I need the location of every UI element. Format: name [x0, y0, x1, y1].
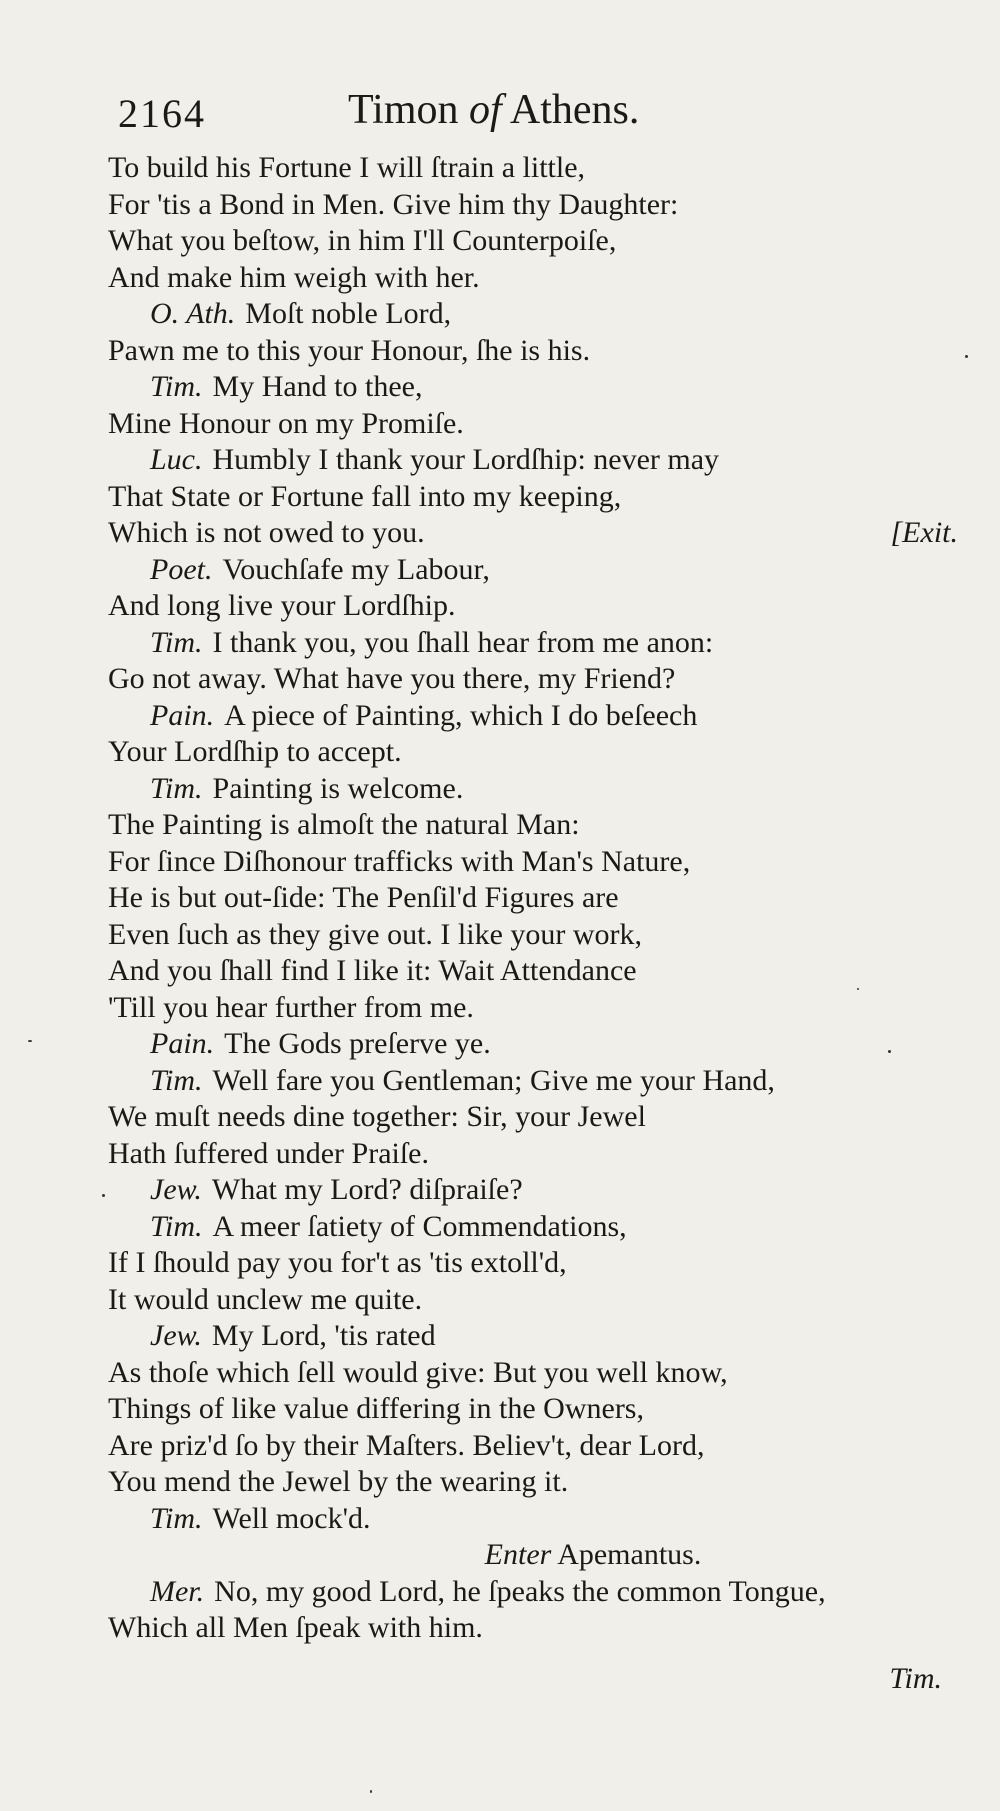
line-text: Hath ſuffered under Praiſe.: [108, 1136, 429, 1170]
line-text: Vouchſafe my Labour,: [222, 552, 490, 586]
speaker-label: Pain.: [150, 1027, 215, 1060]
text-line: [108, 1063, 958, 1100]
text-line: [108, 990, 958, 1027]
text-line: [108, 698, 958, 735]
catchword: Tim.: [889, 1662, 942, 1695]
text-line: [108, 369, 958, 406]
line-text: Moſt noble Lord,: [245, 297, 452, 330]
line-text: And long live your Lordſhip.: [108, 589, 456, 622]
speaker-label: Tim.: [150, 1063, 203, 1097]
speaker-label: Jew.: [150, 1319, 202, 1352]
speaker-label: Tim.: [150, 370, 203, 403]
line-text: Pawn me to this your Honour, ſhe is his.: [108, 333, 591, 367]
line-text: Which is not owed to you.: [108, 516, 425, 549]
line-text: I thank you, you ſhall hear from me anon:: [212, 625, 714, 659]
text-line: [108, 1464, 958, 1501]
stage-direction-verb: Enter: [484, 1538, 552, 1571]
text-line: [108, 260, 958, 297]
text-line: [108, 296, 958, 333]
text-line: [108, 1428, 958, 1465]
speaker-label: Luc.: [150, 443, 203, 476]
text-line: [108, 880, 958, 917]
line-text: Well mock'd.: [212, 1501, 371, 1535]
exit-direction: [Exit.: [890, 516, 958, 549]
text-line: [108, 1026, 958, 1063]
paper-speck: [857, 988, 859, 990]
text-line: [108, 1574, 958, 1611]
text-line: [108, 1136, 958, 1173]
text-line: [108, 953, 958, 990]
text-line: [108, 479, 958, 516]
line-text: What you beſtow, in him I'll Counterpoiſe,: [108, 224, 617, 257]
line-text: The Painting is almoſt the natural Man:: [108, 808, 580, 841]
stage-direction: [108, 1537, 958, 1574]
line-text: Painting is welcome.: [212, 771, 464, 805]
text-line: [108, 406, 958, 443]
text-line: [108, 150, 958, 187]
speaker-label: Jew.: [150, 1173, 202, 1206]
line-text: It would unclew me quite.: [108, 1282, 423, 1316]
speaker-label: Tim.: [150, 1501, 203, 1535]
line-text: No, my good Lord, he ſpeaks the common Tongue,: [214, 1574, 826, 1608]
text-line: [108, 187, 958, 224]
line-text: Well fare you Gentleman; Give me your Hand,: [212, 1063, 775, 1097]
line-text: A piece of Painting, which I do beſeech: [224, 698, 698, 732]
line-text: He is but out-ſide: The Penſil'd Figures are: [108, 881, 619, 914]
text-line: [108, 734, 958, 771]
line-text: We muſt needs dine together: Sir, your Jewel: [108, 1100, 646, 1133]
paper-speck: [888, 1050, 891, 1053]
line-text: Your Lordſhip to accept.: [108, 735, 402, 768]
line-text: Humbly I thank your Lordſhip: never may: [212, 443, 720, 476]
text-line: [108, 1391, 958, 1428]
line-text: As thoſe which ſell would give: But you well know,: [108, 1355, 728, 1389]
text-line: [108, 552, 958, 589]
paper-speck: [370, 1790, 372, 1793]
running-title: [348, 86, 639, 134]
text-line: [108, 223, 958, 260]
text-line: [108, 807, 958, 844]
running-header: [118, 78, 918, 138]
text-line: [108, 771, 958, 808]
speaker-label: Pain.: [150, 698, 215, 732]
speaker-label: Poet.: [150, 552, 213, 586]
speaker-label: Tim.: [150, 625, 203, 659]
text-line: [108, 1172, 958, 1209]
title-of: of: [469, 87, 502, 133]
line-text: Mine Honour on my Promiſe.: [108, 406, 464, 440]
play-text: [108, 150, 958, 1647]
line-text: And make him weigh with her.: [108, 260, 480, 294]
text-line: [108, 1318, 958, 1355]
text-line: [108, 1209, 958, 1246]
speaker-label: O. Ath.: [150, 297, 236, 330]
text-line: [108, 1501, 958, 1538]
line-text: And you ſhall find I like it: Wait Attendance: [108, 954, 637, 987]
text-line: [108, 1245, 958, 1282]
line-text: That State or Fortune fall into my keeping,: [108, 479, 622, 513]
line-text: Even ſuch as they give out. I like your work,: [108, 917, 643, 951]
line-text: Are priz'd ſo by their Maſters. Believ't, dear Lord,: [108, 1428, 705, 1462]
line-text: A meer ſatiety of Commendations,: [212, 1209, 627, 1243]
line-text: Which all Men ſpeak with him.: [108, 1611, 483, 1644]
line-text: Go not away. What have you there, my Friend?: [108, 662, 676, 695]
text-line: [108, 661, 958, 698]
text-line: [108, 844, 958, 881]
text-line: [108, 1355, 958, 1392]
title-main: Timon: [348, 87, 459, 133]
line-text: For 'tis a Bond in Men. Give him thy Daughter:: [108, 187, 679, 221]
text-line: [108, 1610, 958, 1647]
text-line: [108, 1282, 958, 1319]
speaker-label: Mer.: [150, 1574, 205, 1608]
line-text: You mend the Jewel by the wearing it.: [108, 1465, 569, 1498]
line-text: What my Lord? diſpraiſe?: [211, 1173, 523, 1206]
title-end: Athens.: [509, 87, 640, 133]
text-line: [108, 917, 958, 954]
speaker-label: Tim.: [150, 771, 203, 805]
text-line: [108, 1099, 958, 1136]
page-number: 2164: [118, 91, 206, 136]
paper-speck: [28, 1040, 32, 1042]
text-line: [108, 515, 958, 552]
paper-speck: [102, 1194, 105, 1197]
stage-direction-name: Apemantus.: [557, 1538, 702, 1571]
speaker-label: Tim.: [150, 1209, 203, 1243]
text-line: [108, 588, 958, 625]
line-text: For ſince Diſhonour trafficks with Man's Nature,: [108, 844, 691, 878]
line-text: To build his Fortune I will ſtrain a little,: [108, 151, 586, 184]
paper-speck: [965, 355, 968, 358]
line-text: 'Till you hear further from me.: [108, 990, 474, 1024]
line-text: My Lord, 'tis rated: [211, 1319, 436, 1352]
line-text: If I ſhould pay you for't as 'tis extoll'd,: [108, 1246, 567, 1279]
line-text: My Hand to thee,: [212, 370, 423, 403]
line-text: Things of like value differing in the Owners,: [108, 1392, 644, 1425]
text-line: [108, 625, 958, 662]
text-line: [108, 442, 958, 479]
line-text: The Gods preſerve ye.: [224, 1027, 491, 1060]
text-line: [108, 333, 958, 370]
